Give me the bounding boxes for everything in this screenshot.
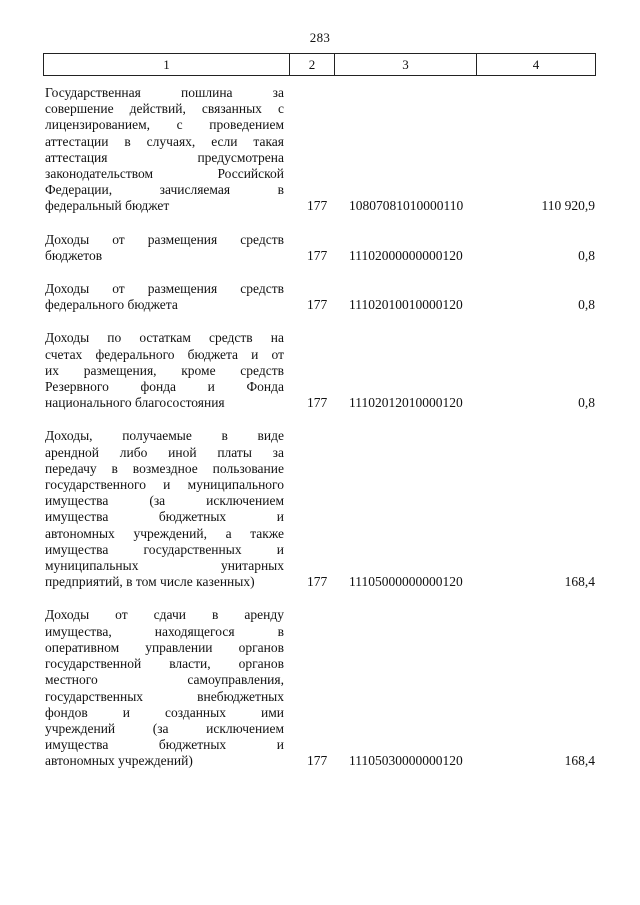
- page-number: 283: [309, 30, 331, 45]
- amount-cell: 110 920,9: [541, 198, 595, 214]
- admin-code-cell: 177: [307, 574, 328, 590]
- admin-code-cell: 177: [307, 395, 328, 411]
- row-description: [45, 85, 284, 215]
- description-line: федерального бюджета: [45, 297, 178, 313]
- description-line: лицензированием, с проведением: [45, 117, 284, 133]
- description-line: государственных внебюджетных: [45, 688, 284, 704]
- description-line: Доходы от сдачи в аренду: [45, 607, 284, 623]
- kbk-code-cell: 11105030000000120: [349, 753, 463, 769]
- description-line: Резервного фонда и Фонда: [45, 379, 284, 395]
- amount-cell: 0,8: [578, 395, 595, 411]
- description-line: аттестации в случаях, если такая: [45, 133, 284, 149]
- description-line: имущества бюджетных и: [45, 737, 284, 753]
- description-line: оперативном управлении органов: [45, 639, 284, 655]
- table-row: [45, 85, 597, 215]
- description-line: государственного и муниципального: [45, 477, 284, 493]
- amount-cell: 0,8: [578, 297, 595, 313]
- description-line: арендной либо иной платы за: [45, 444, 284, 460]
- description-line: Федерации, зачисляемая в: [45, 182, 284, 198]
- description-line: передачу в возмездное пользование: [45, 460, 284, 476]
- description-line: автономных учреждений): [45, 753, 193, 769]
- table-row: [45, 607, 597, 769]
- kbk-code-cell: 10807081010000110: [349, 198, 464, 214]
- amount-cell: 168,4: [564, 753, 595, 769]
- table-row: [45, 330, 597, 411]
- table-row: [45, 428, 597, 590]
- table-body: [45, 85, 597, 787]
- description-line: имущества, находящегося в: [45, 623, 284, 639]
- description-line: аттестация предусмотрена: [45, 149, 284, 165]
- admin-code-cell: 177: [307, 247, 328, 263]
- row-description: [45, 281, 284, 313]
- description-line: учреждений (за исключением: [45, 720, 284, 736]
- kbk-code-cell: 11102000000000120: [349, 247, 463, 263]
- description-line: Государственная пошлина за: [45, 85, 284, 100]
- column-header-3: 3: [335, 54, 477, 75]
- description-line: счетах федерального бюджета и от: [45, 346, 284, 362]
- description-line: национального благосостояния: [45, 395, 225, 411]
- description-line: предприятий, в том числе казенных): [45, 574, 255, 590]
- amount-cell: 168,4: [564, 574, 595, 590]
- row-description: [45, 428, 284, 590]
- description-line: федеральный бюджет: [45, 198, 170, 214]
- description-line: государственной власти, органов: [45, 656, 284, 672]
- description-line: Доходы от размещения средств: [45, 231, 284, 247]
- description-line: Доходы от размещения средств: [45, 281, 284, 297]
- admin-code-cell: 177: [307, 753, 328, 769]
- description-line: фондов и созданных ими: [45, 704, 284, 720]
- description-line: Доходы, получаемые в виде: [45, 428, 284, 444]
- kbk-code-cell: 11102012010000120: [349, 395, 463, 411]
- kbk-code-cell: 11105000000000120: [349, 574, 463, 590]
- description-line: муниципальных унитарных: [45, 558, 284, 574]
- admin-code-cell: 177: [307, 198, 328, 214]
- description-line: их размещения, кроме средств: [45, 362, 284, 378]
- column-header-4: 4: [532, 56, 540, 72]
- description-line: автономных учреждений, а также: [45, 525, 284, 541]
- description-line: местного самоуправления,: [45, 672, 284, 688]
- table-row: [45, 232, 597, 264]
- description-line: законодательством Российской: [45, 166, 284, 182]
- description-line: бюджетов: [45, 247, 103, 263]
- admin-code-cell: 177: [307, 297, 328, 313]
- table-row: [45, 281, 597, 313]
- description-line: имущества (за исключением: [45, 493, 284, 509]
- row-description: [45, 607, 284, 769]
- row-description: [45, 232, 284, 264]
- description-line: имущества государственных и: [45, 541, 284, 557]
- row-description: [45, 330, 284, 411]
- description-line: совершение действий, связанных с: [45, 101, 284, 117]
- kbk-code-cell: 11102010010000120: [349, 297, 463, 313]
- column-header-1: 1: [44, 54, 290, 75]
- description-line: имущества бюджетных и: [45, 509, 284, 525]
- amount-cell: 0,8: [578, 247, 595, 263]
- column-header-2: 2: [290, 54, 335, 75]
- description-line: Доходы по остаткам средств на: [45, 330, 284, 346]
- table-header: [43, 53, 596, 76]
